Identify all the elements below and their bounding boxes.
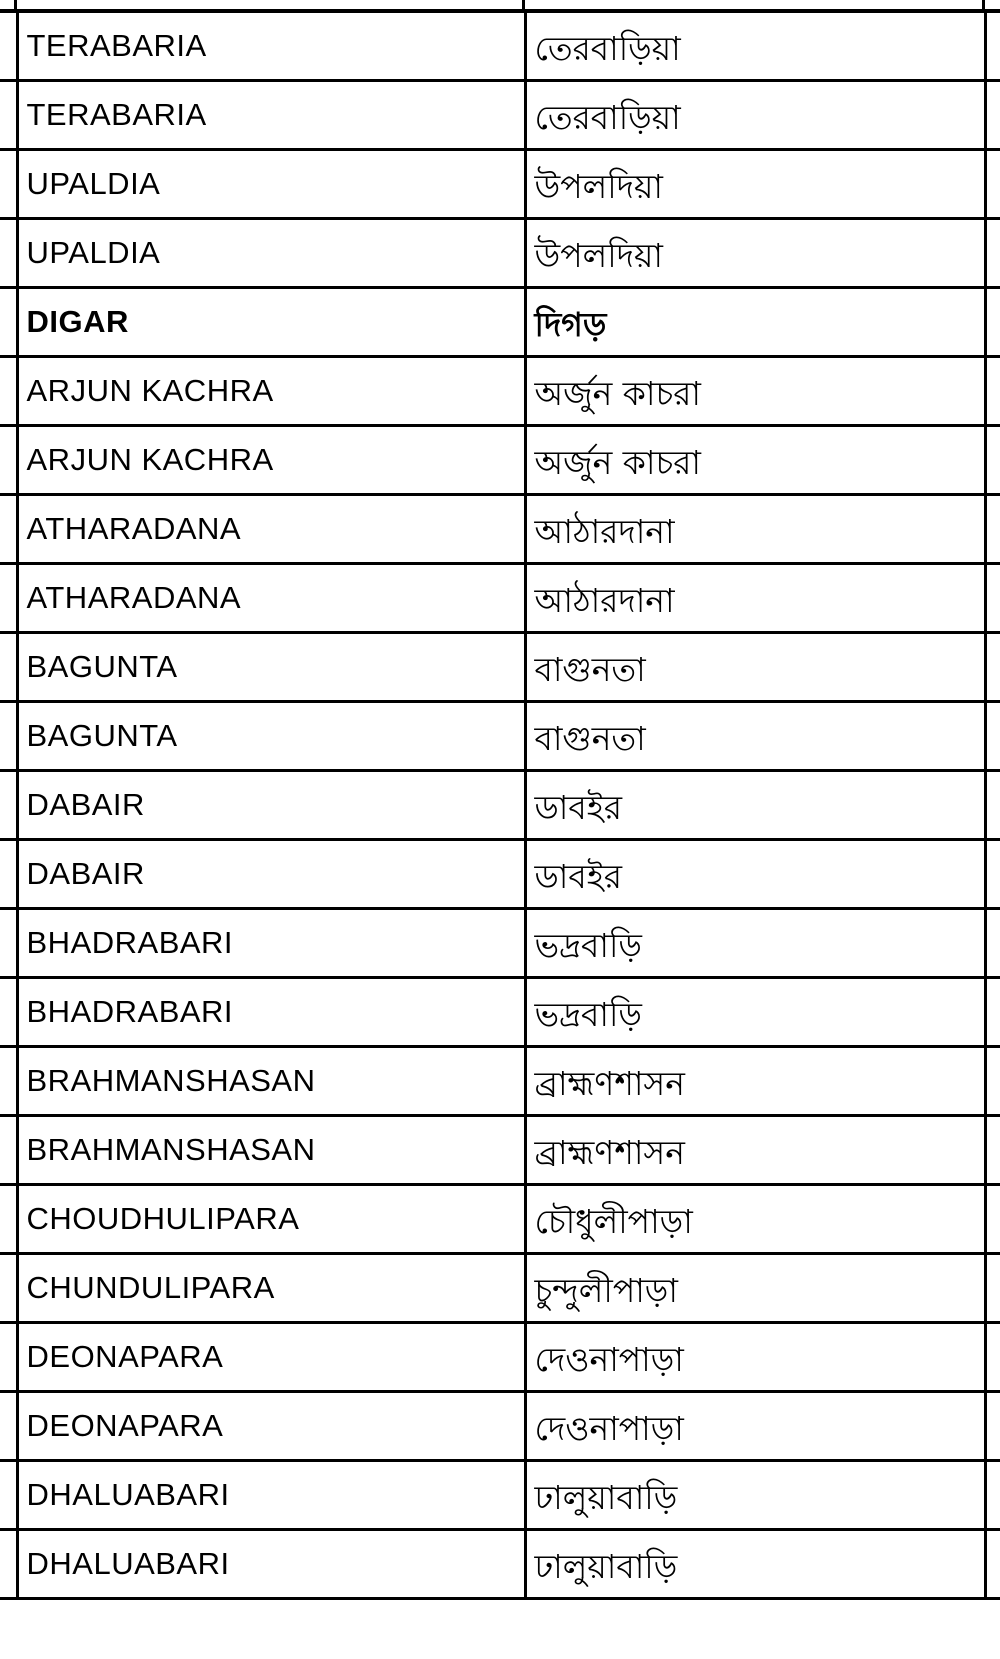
row-tail-cell — [985, 1185, 1000, 1254]
row-tail-cell — [985, 1254, 1000, 1323]
english-name-cell: UPALDIA — [17, 150, 525, 219]
bengali-name-cell: আঠারদানা — [525, 564, 985, 633]
bengali-name-cell: উপলদিয়া — [525, 150, 985, 219]
bengali-name-cell: উপলদিয়া — [525, 219, 985, 288]
bengali-name-cell: ডাবইর — [525, 840, 985, 909]
english-name-cell: CHOUDHULIPARA — [17, 1185, 525, 1254]
row-edge-cell — [0, 1254, 17, 1323]
english-name-cell: DHALUABARI — [17, 1461, 525, 1530]
table-row — [0, 1254, 1000, 1323]
row-edge-cell — [0, 81, 17, 150]
english-name-cell: DHALUABARI — [17, 1530, 525, 1599]
row-tail-cell — [985, 1116, 1000, 1185]
table-row — [0, 357, 1000, 426]
table-row — [0, 288, 1000, 357]
bengali-name-cell: ঢালুয়াবাড়ি — [525, 1530, 985, 1599]
bengali-name-cell: ভদ্রবাড়ি — [525, 909, 985, 978]
english-name-cell: ATHARADANA — [17, 495, 525, 564]
english-name-cell: BAGUNTA — [17, 702, 525, 771]
row-edge-cell — [0, 1047, 17, 1116]
table-row — [0, 1047, 1000, 1116]
english-name-cell: ATHARADANA — [17, 564, 525, 633]
row-tail-cell — [985, 1392, 1000, 1461]
table-row — [0, 1530, 1000, 1599]
bengali-name-cell: ভদ্রবাড়ি — [525, 978, 985, 1047]
row-edge-cell — [0, 150, 17, 219]
table-row — [0, 771, 1000, 840]
table-row — [0, 81, 1000, 150]
row-tail-cell — [985, 150, 1000, 219]
table-row — [0, 1392, 1000, 1461]
row-edge-cell — [0, 909, 17, 978]
english-name-cell: DABAIR — [17, 771, 525, 840]
table-row — [0, 702, 1000, 771]
english-name-cell: TERABARIA — [17, 12, 525, 81]
row-tail-cell — [985, 1323, 1000, 1392]
place-names-table — [0, 10, 1000, 1600]
english-name-cell: CHUNDULIPARA — [17, 1254, 525, 1323]
row-edge-cell — [0, 1185, 17, 1254]
bengali-name-cell: দিগড় — [525, 288, 985, 357]
row-tail-cell — [985, 702, 1000, 771]
english-name-cell: BRAHMANSHASAN — [17, 1047, 525, 1116]
row-edge-cell — [0, 426, 17, 495]
row-edge-cell — [0, 1530, 17, 1599]
english-name-cell: BAGUNTA — [17, 633, 525, 702]
table-row — [0, 564, 1000, 633]
english-name-cell: TERABARIA — [17, 81, 525, 150]
table-body — [0, 12, 1000, 1599]
table-row — [0, 633, 1000, 702]
place-names-table-wrapper — [0, 10, 1000, 1600]
table-row — [0, 1116, 1000, 1185]
row-tail-cell — [985, 909, 1000, 978]
row-edge-cell — [0, 840, 17, 909]
english-name-cell: DEONAPARA — [17, 1392, 525, 1461]
bengali-name-cell: দেওনাপাড়া — [525, 1392, 985, 1461]
row-tail-cell — [985, 12, 1000, 81]
row-edge-cell — [0, 564, 17, 633]
row-tail-cell — [985, 357, 1000, 426]
row-edge-cell — [0, 12, 17, 81]
bengali-name-cell: চৌধুলীপাড়া — [525, 1185, 985, 1254]
bengali-name-cell: বাগুনতা — [525, 702, 985, 771]
row-tail-cell — [985, 633, 1000, 702]
row-edge-cell — [0, 771, 17, 840]
table-row — [0, 1461, 1000, 1530]
row-edge-cell — [0, 219, 17, 288]
row-edge-cell — [0, 495, 17, 564]
table-row — [0, 150, 1000, 219]
table-row — [0, 978, 1000, 1047]
row-tail-cell — [985, 840, 1000, 909]
bengali-name-cell: তেরবাড়িয়া — [525, 12, 985, 81]
bengali-name-cell: ব্রাহ্মণশাসন — [525, 1047, 985, 1116]
bengali-name-cell: বাগুনতা — [525, 633, 985, 702]
table-row — [0, 909, 1000, 978]
bengali-name-cell: অর্জুন কাচরা — [525, 426, 985, 495]
bengali-name-cell: ব্রাহ্মণশাসন — [525, 1116, 985, 1185]
row-tail-cell — [985, 288, 1000, 357]
english-name-cell: BHADRABARI — [17, 909, 525, 978]
english-name-cell: DEONAPARA — [17, 1323, 525, 1392]
bengali-name-cell: অর্জুন কাচরা — [525, 357, 985, 426]
table-row — [0, 840, 1000, 909]
row-tail-cell — [985, 1047, 1000, 1116]
row-edge-cell — [0, 702, 17, 771]
bengali-name-cell: ডাবইর — [525, 771, 985, 840]
table-row — [0, 12, 1000, 81]
english-name-cell: DABAIR — [17, 840, 525, 909]
bengali-name-cell: ঢালুয়াবাড়ি — [525, 1461, 985, 1530]
english-name-cell: DIGAR — [17, 288, 525, 357]
bengali-name-cell: আঠারদানা — [525, 495, 985, 564]
row-tail-cell — [985, 564, 1000, 633]
row-tail-cell — [985, 1530, 1000, 1599]
english-name-cell: BHADRABARI — [17, 978, 525, 1047]
row-tail-cell — [985, 426, 1000, 495]
table-row — [0, 495, 1000, 564]
row-edge-cell — [0, 1461, 17, 1530]
english-name-cell: BRAHMANSHASAN — [17, 1116, 525, 1185]
row-tail-cell — [985, 771, 1000, 840]
bengali-name-cell: চুন্দুলীপাড়া — [525, 1254, 985, 1323]
row-tail-cell — [985, 81, 1000, 150]
table-row — [0, 219, 1000, 288]
row-edge-cell — [0, 633, 17, 702]
row-tail-cell — [985, 495, 1000, 564]
row-edge-cell — [0, 357, 17, 426]
english-name-cell: ARJUN KACHRA — [17, 357, 525, 426]
row-tail-cell — [985, 978, 1000, 1047]
row-edge-cell — [0, 1323, 17, 1392]
row-tail-cell — [985, 219, 1000, 288]
row-edge-cell — [0, 1116, 17, 1185]
english-name-cell: UPALDIA — [17, 219, 525, 288]
table-row — [0, 426, 1000, 495]
bengali-name-cell: তেরবাড়িয়া — [525, 81, 985, 150]
row-edge-cell — [0, 978, 17, 1047]
table-row — [0, 1323, 1000, 1392]
row-edge-cell — [0, 288, 17, 357]
bengali-name-cell: দেওনাপাড়া — [525, 1323, 985, 1392]
english-name-cell: ARJUN KACHRA — [17, 426, 525, 495]
row-edge-cell — [0, 1392, 17, 1461]
row-tail-cell — [985, 1461, 1000, 1530]
table-row — [0, 1185, 1000, 1254]
